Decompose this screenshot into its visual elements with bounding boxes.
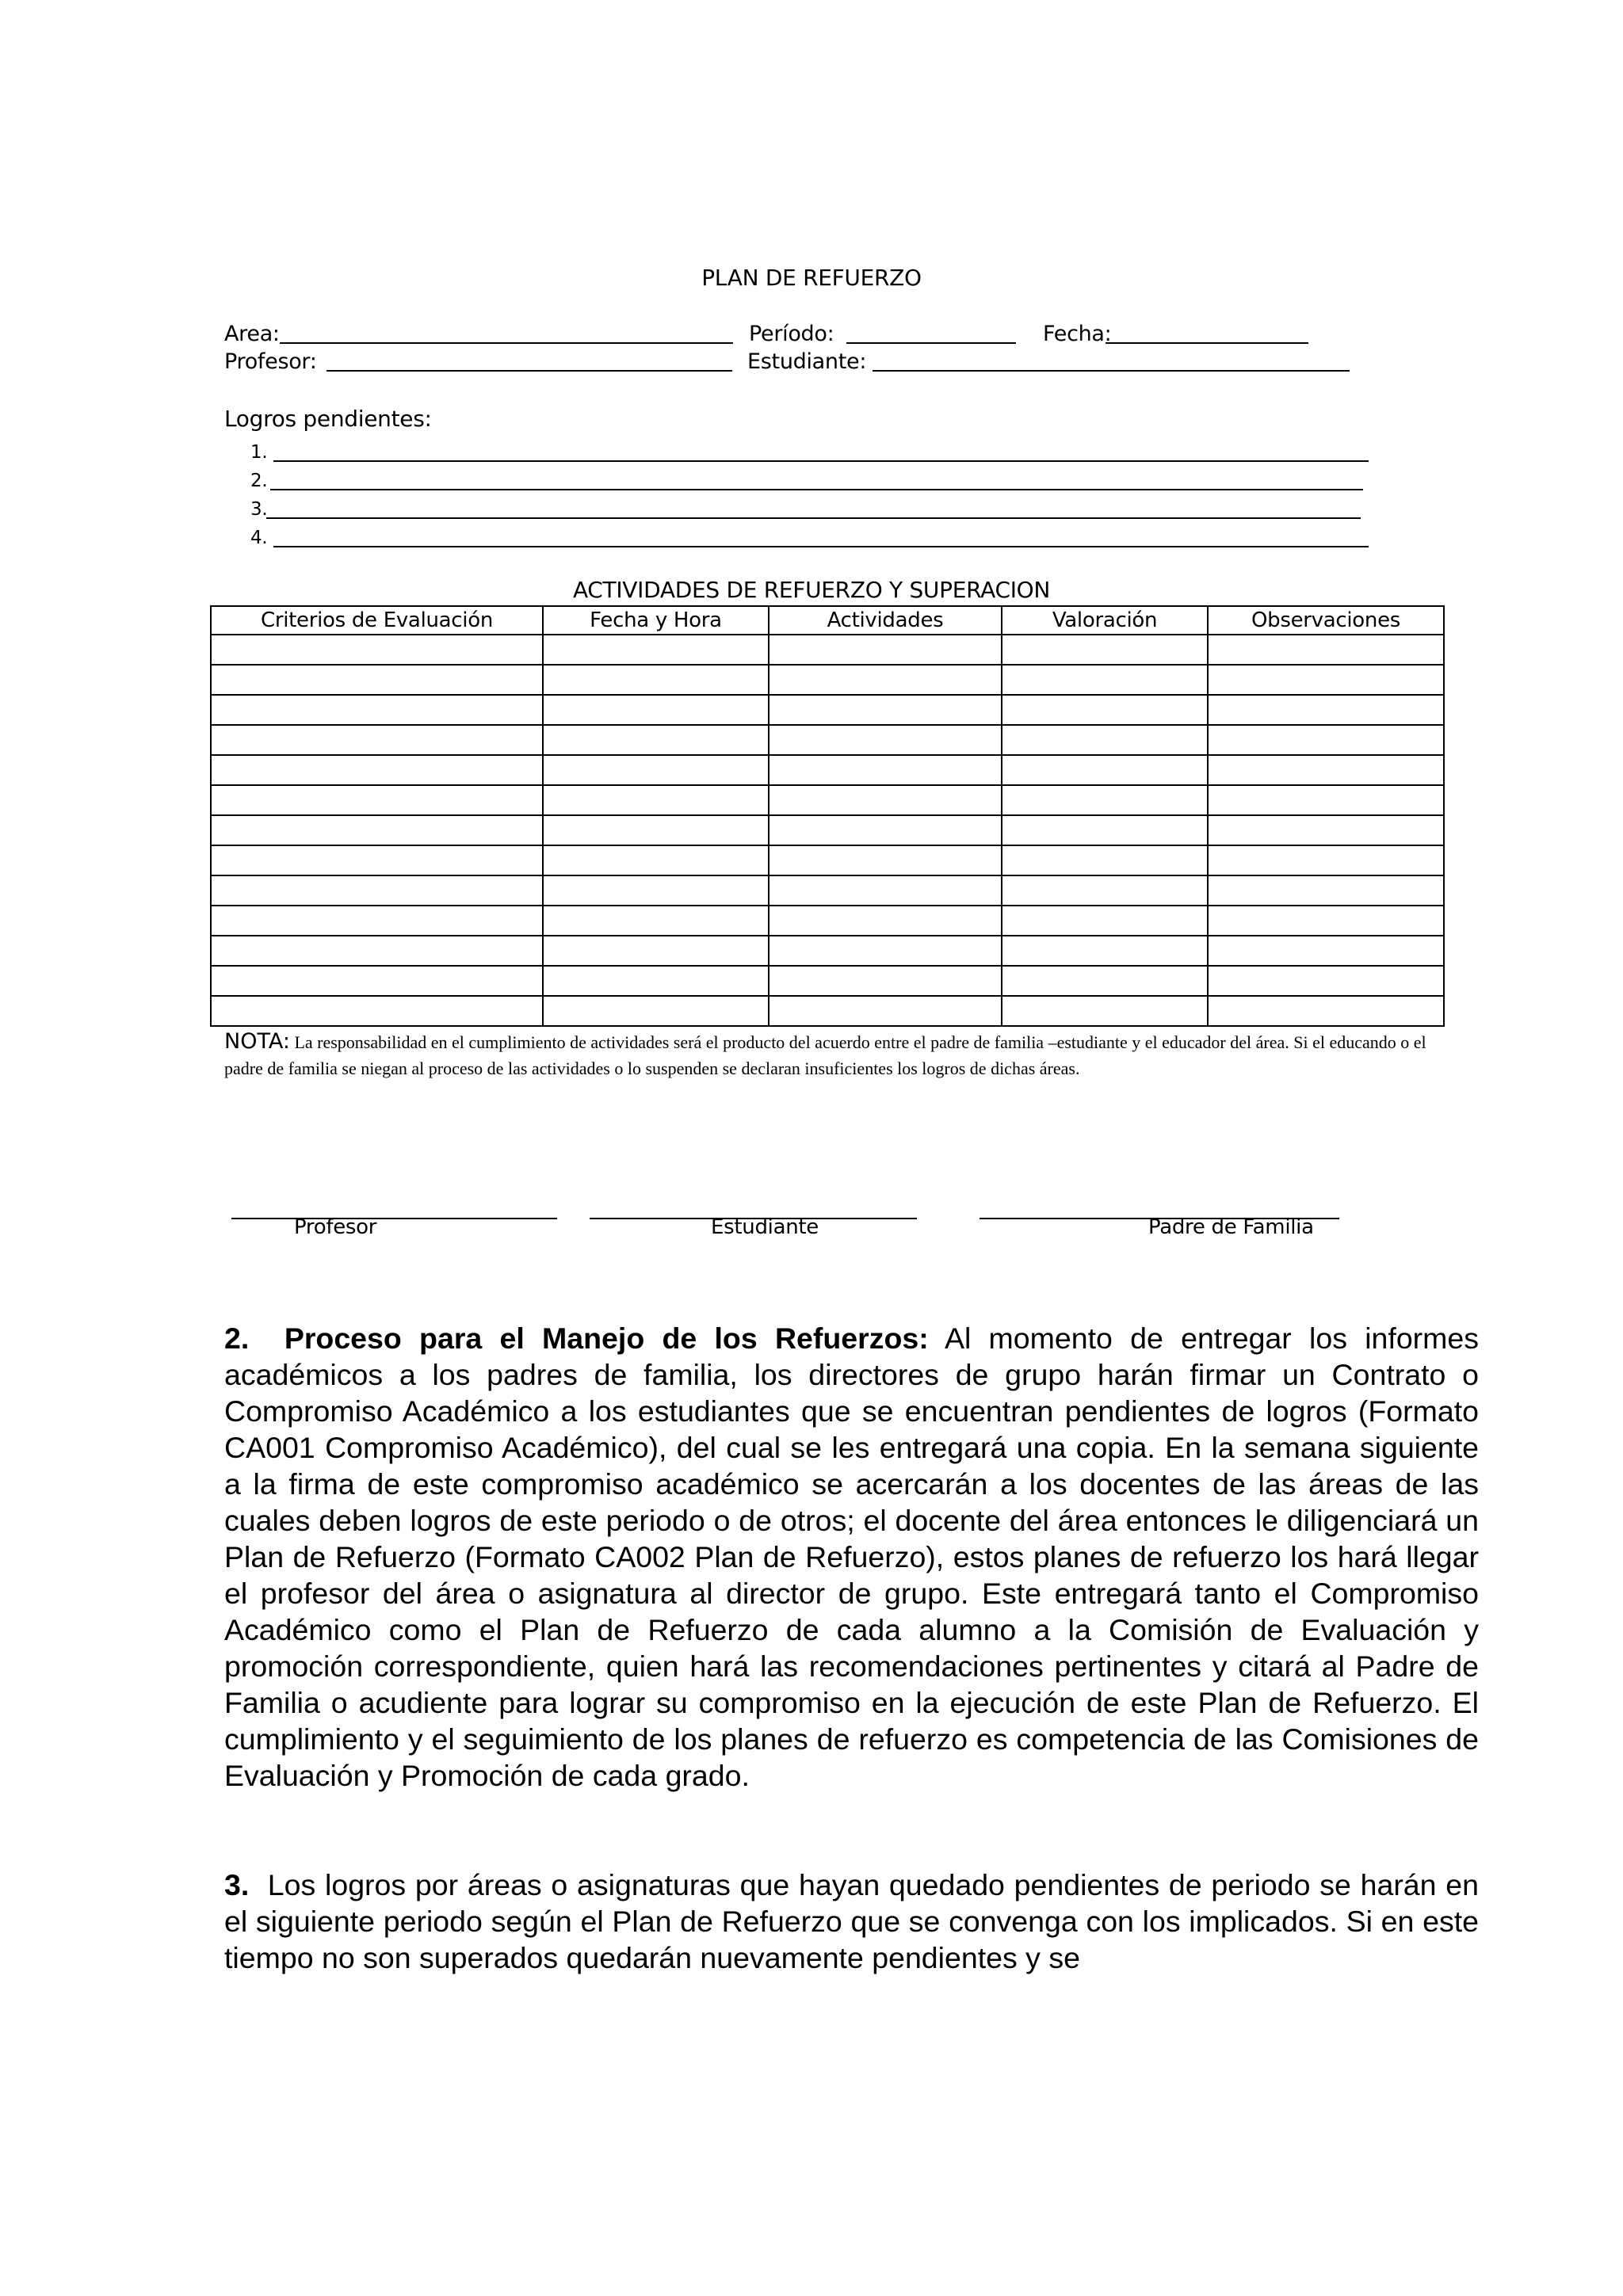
table-cell[interactable]	[211, 695, 543, 725]
logro-number: 1.	[250, 442, 268, 463]
header-actividades: Actividades	[769, 606, 1002, 635]
table-cell[interactable]	[769, 725, 1002, 755]
table-cell[interactable]	[1002, 936, 1208, 966]
signature-line-profesor[interactable]	[231, 1218, 557, 1219]
periodo-label: Período:	[749, 322, 834, 346]
section-2-text: Al momento de entregar los informes académicos a los padres de familia, los directores de grupo harán firmar un Contrato o Compromiso Académico a los estudiantes que se encuentran pendientes de logros (Formato CA001 Compromiso Académico), del cual se les entregará una copia. En la semana siguiente a la firma de este compromiso académico se acercarán a los docentes de las áreas de las cuales deben logros de este periodo o de otros; el docente del área entonces le diligenciará un Plan de Refuerzo (Formato CA002 Plan de Refuerzo), estos planes de refuerzo los hará llegar el profesor del área o asignatura al director de grupo. Este entregará tanto el Compromiso Académico como el Plan de Refuerzo de cada alumno a la Comisión de Evaluación y promoción correspondiente, quien hará las recomendaciones pertinentes y citará al Padre de Familia o acudiente para lograr su compromiso en la ejecución de este Plan de Refuerzo. El cumplimiento y el seguimiento de los planes de refuerzo es competencia de las Comisiones de Evaluación y Promoción de cada grado.	[224, 1322, 1480, 1792]
table-cell[interactable]	[769, 906, 1002, 936]
profesor-field[interactable]	[327, 370, 732, 372]
table-cell[interactable]	[1208, 815, 1444, 845]
table-cell[interactable]	[769, 815, 1002, 845]
table-cell[interactable]	[543, 755, 769, 785]
table-cell[interactable]	[1208, 966, 1444, 996]
table-row	[211, 635, 1444, 665]
form-title: PLAN DE REFUERZO	[701, 265, 922, 291]
logros-title: Logros pendientes:	[224, 406, 432, 432]
table-cell[interactable]	[1208, 725, 1444, 755]
fecha-field[interactable]	[1106, 342, 1308, 344]
table-cell[interactable]	[769, 785, 1002, 815]
table-cell[interactable]	[211, 875, 543, 906]
table-body	[211, 635, 1444, 1026]
table-cell[interactable]	[1002, 785, 1208, 815]
table-cell[interactable]	[543, 936, 769, 966]
table-cell[interactable]	[769, 665, 1002, 695]
table-cell[interactable]	[1208, 785, 1444, 815]
signature-label-profesor: Profesor	[294, 1215, 377, 1239]
table-row	[211, 875, 1444, 906]
table-cell[interactable]	[1208, 755, 1444, 785]
table-cell[interactable]	[543, 996, 769, 1026]
logro-field-3[interactable]	[266, 517, 1361, 519]
table-cell[interactable]	[769, 875, 1002, 906]
table-cell[interactable]	[1002, 665, 1208, 695]
header-criterios: Criterios de Evaluación	[211, 606, 543, 635]
section-3-number: 3.	[224, 1868, 250, 1901]
table-cell[interactable]	[1002, 815, 1208, 845]
table-row	[211, 845, 1444, 875]
table-cell[interactable]	[1208, 936, 1444, 966]
table-cell[interactable]	[543, 875, 769, 906]
table-row	[211, 695, 1444, 725]
table-cell[interactable]	[1002, 996, 1208, 1026]
signature-label-padre: Padre de Familia	[1148, 1215, 1314, 1239]
nota-text: La responsabilidad en el cumplimiento de actividades será el producto del acuerdo entre el padre de familia –estudiante y el educador del área. Si el educando o el padre de familia se niegan al proceso de las actividades o lo suspenden se declaran insuficientes los logros de dichas áreas.	[224, 1032, 1426, 1078]
table-cell[interactable]	[1002, 845, 1208, 875]
periodo-field[interactable]	[846, 342, 1016, 344]
logro-field-2[interactable]	[270, 489, 1363, 490]
table-cell[interactable]	[543, 906, 769, 936]
table-row	[211, 996, 1444, 1026]
table-cell[interactable]	[211, 665, 543, 695]
table-cell[interactable]	[211, 996, 543, 1026]
table-cell[interactable]	[769, 996, 1002, 1026]
logro-number: 2.	[250, 471, 268, 491]
table-cell[interactable]	[211, 755, 543, 785]
table-cell[interactable]	[1208, 695, 1444, 725]
table-row	[211, 785, 1444, 815]
section-3-paragraph	[224, 1867, 1479, 1976]
section-3-text: Los logros por áreas o asignaturas que hayan quedado pendientes de periodo se harán en el siguiente periodo según el Plan de Refuerzo que se convenga con los implicados. Si en este tiempo no son superados quedarán nuevamente pendientes y se	[224, 1868, 1479, 1974]
table-row	[211, 936, 1444, 966]
table-row	[211, 966, 1444, 996]
table-cell[interactable]	[769, 635, 1002, 665]
table-cell[interactable]	[1208, 996, 1444, 1026]
table-cell[interactable]	[543, 635, 769, 665]
logro-number: 4.	[250, 528, 268, 548]
table-cell[interactable]	[211, 785, 543, 815]
table-row	[211, 755, 1444, 785]
section-2-heading: Proceso para el Manejo de los Refuerzos:	[284, 1322, 929, 1355]
estudiante-field[interactable]	[873, 370, 1350, 372]
activities-title: ACTIVIDADES DE REFUERZO Y SUPERACION	[572, 577, 1051, 603]
table-cell[interactable]	[543, 665, 769, 695]
table-cell[interactable]	[211, 635, 543, 665]
logro-item-4	[250, 524, 267, 551]
estudiante-label: Estudiante:	[747, 349, 867, 374]
table-cell[interactable]	[211, 906, 543, 936]
signature-label-estudiante: Estudiante	[711, 1215, 819, 1239]
table-cell[interactable]	[1208, 906, 1444, 936]
table-cell[interactable]	[1208, 845, 1444, 875]
table-cell[interactable]	[769, 845, 1002, 875]
logro-item-3	[250, 496, 267, 523]
activities-table	[210, 605, 1445, 1027]
section-2-number: 2.	[224, 1322, 250, 1355]
nota-label: NOTA:	[224, 1029, 290, 1054]
header-valoracion: Valoración	[1002, 606, 1208, 635]
table-cell[interactable]	[1002, 875, 1208, 906]
table-cell[interactable]	[769, 755, 1002, 785]
fecha-label: Fecha:	[1043, 322, 1112, 346]
table-cell[interactable]	[1002, 906, 1208, 936]
table-cell[interactable]	[1002, 966, 1208, 996]
area-label: Area:	[224, 322, 280, 346]
table-cell[interactable]	[543, 695, 769, 725]
table-row	[211, 665, 1444, 695]
table-cell[interactable]	[211, 725, 543, 755]
table-cell[interactable]	[543, 966, 769, 996]
table-cell[interactable]	[543, 785, 769, 815]
logro-item-2	[250, 467, 267, 494]
table-cell[interactable]	[211, 966, 543, 996]
table-cell[interactable]	[1002, 755, 1208, 785]
table-cell[interactable]	[769, 966, 1002, 996]
table-row	[211, 815, 1444, 845]
table-cell[interactable]	[769, 695, 1002, 725]
table-cell[interactable]	[1208, 665, 1444, 695]
table-cell[interactable]	[543, 845, 769, 875]
table-cell[interactable]	[211, 815, 543, 845]
logro-field-1[interactable]	[273, 460, 1369, 462]
profesor-label: Profesor:	[224, 349, 317, 374]
table-cell[interactable]	[211, 936, 543, 966]
nota-paragraph	[224, 1028, 1468, 1081]
table-cell[interactable]	[211, 845, 543, 875]
area-field[interactable]	[280, 342, 733, 344]
header-fecha-hora: Fecha y Hora	[543, 606, 769, 635]
table-header-row	[211, 606, 1444, 635]
table-cell[interactable]	[1002, 725, 1208, 755]
section-2-paragraph	[224, 1320, 1479, 1794]
table-cell[interactable]	[543, 815, 769, 845]
table-cell[interactable]	[1002, 695, 1208, 725]
table-cell[interactable]	[1002, 635, 1208, 665]
table-cell[interactable]	[543, 725, 769, 755]
table-cell[interactable]	[1208, 635, 1444, 665]
table-cell[interactable]	[769, 936, 1002, 966]
logro-item-1	[250, 439, 267, 466]
table-row	[211, 725, 1444, 755]
logro-field-4[interactable]	[273, 546, 1369, 547]
logro-number: 3.	[250, 499, 268, 520]
table-cell[interactable]	[1208, 875, 1444, 906]
table-row	[211, 906, 1444, 936]
header-observaciones: Observaciones	[1208, 606, 1444, 635]
